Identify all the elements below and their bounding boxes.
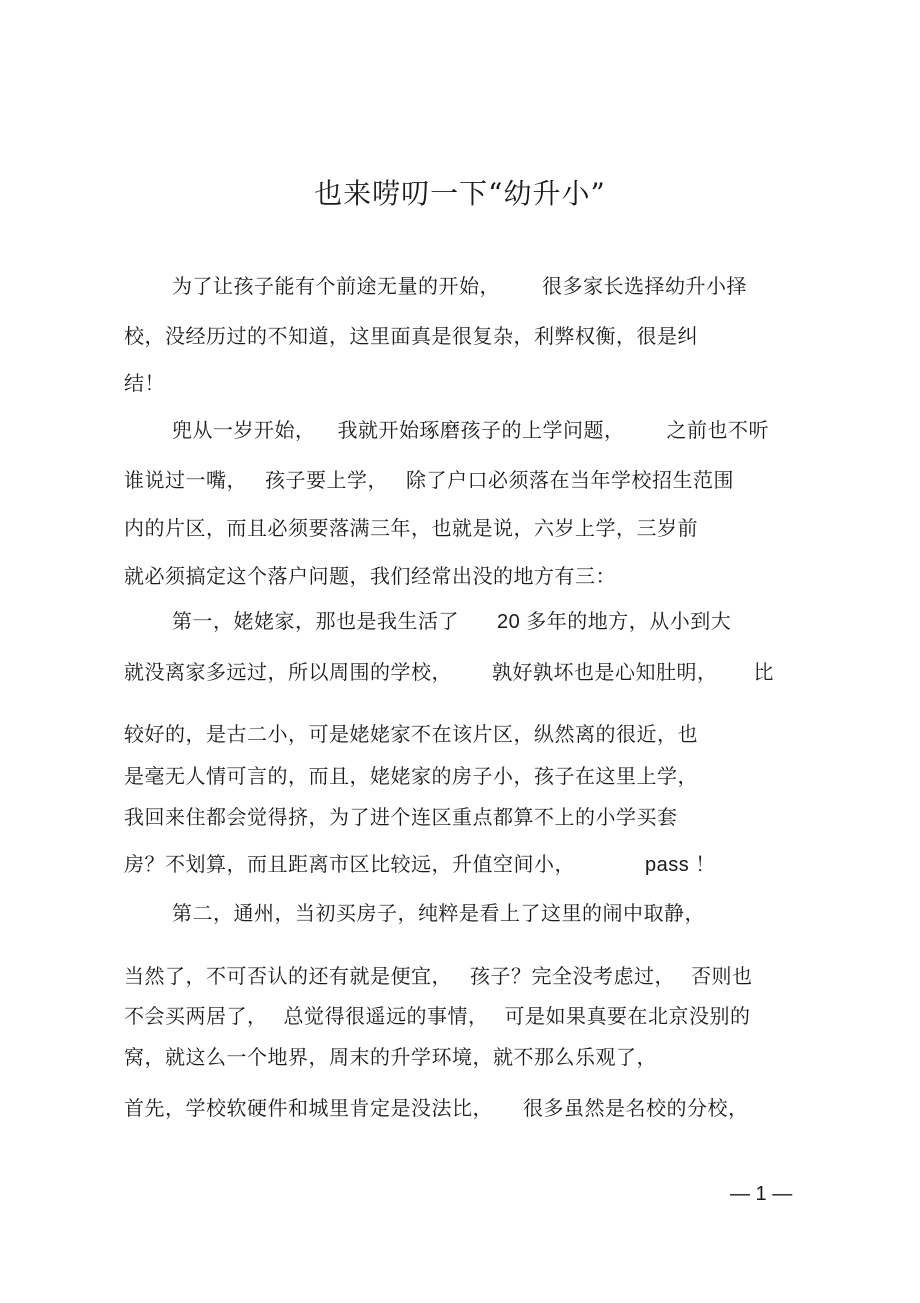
text-segment: 孩子？完全没考虑过，	[470, 964, 675, 988]
text-segment: 很多家长选择幼升小择	[542, 274, 747, 298]
text-segment: 房？不划算，而且距离市区比较远，升值空间小，	[124, 852, 575, 876]
text-segment: 谁说过一嘴，	[124, 468, 247, 492]
text-segment: 就没离家多远过，所以周围的学校，	[124, 660, 452, 684]
text-segment: 孩子要上学，	[265, 468, 388, 492]
text-segment: 是毫无人情可言的，而且，姥姥家的房子小，孩子在这里上学，	[124, 764, 698, 788]
paragraph-line	[124, 1002, 751, 1030]
text-segment: 我回来住都会觉得挤，为了进个连区重点都算不上的小学买套	[124, 805, 678, 829]
paragraph-line	[124, 720, 698, 748]
text-segment: 较好的，是古二小，可是姥姥家不在该片区，纵然离的很近，也	[124, 722, 698, 746]
text-segment: 内的片区，而且必须要落满三年，也就是说，六岁上学，三岁前	[124, 516, 698, 540]
paragraph-line	[124, 466, 734, 494]
text-segment: 之前也不听	[666, 418, 769, 442]
paragraph-line	[124, 514, 698, 542]
text-segment: pass ！	[645, 854, 716, 876]
text-segment: 孰好孰坏也是心知肚明，	[492, 660, 718, 684]
text-segment: 当然了，不可否认的还有就是便宜，	[124, 964, 452, 988]
text-segment: 很多虽然是名校的分校，	[523, 1096, 749, 1120]
text-segment: 为了让孩子能有个前途无量的开始，	[172, 274, 500, 298]
paragraph-line	[124, 850, 716, 879]
text-segment: 兜从一岁开始，	[172, 418, 316, 442]
text-segment: 校，没经历过的不知道，这里面真是很复杂，利弊权衡，很是纠	[124, 324, 698, 348]
paragraph-line	[124, 658, 774, 686]
text-segment: 我就开始琢磨孩子的上学问题，	[337, 418, 625, 442]
paragraph-line	[124, 762, 698, 790]
paragraph-line	[172, 899, 705, 927]
text-segment: 结！	[124, 371, 165, 395]
paragraph-line	[124, 962, 753, 990]
text-segment: 除了户口必须落在当年学校招生范围	[406, 468, 734, 492]
text-segment: 20 多年的地方，从小到大	[497, 611, 732, 633]
text-segment: 比	[753, 660, 774, 684]
text-segment: 窝，就这么一个地界，周末的升学环境，就不那么乐观了，	[124, 1045, 657, 1069]
text-segment: 不会买两居了，	[124, 1004, 268, 1028]
paragraph-line	[124, 1094, 749, 1122]
paragraph-line	[172, 416, 769, 444]
text-segment: 第一，姥姥家，那也是我生活了	[172, 609, 459, 633]
text-segment: 总觉得很遥远的事情，	[283, 1004, 489, 1028]
text-segment: 就必须搞定这个落户问题，我们经常出没的地方有三：	[124, 564, 616, 588]
page-number: — 1 —	[730, 1183, 793, 1205]
document-title: 也来唠叨一下“幼升小”	[314, 177, 606, 210]
text-segment: 第二，通州，当初买房子，纯粹是看上了这里的闹中取静，	[172, 901, 705, 925]
text-segment: 首先，学校软硬件和城里肯定是没法比，	[124, 1096, 493, 1120]
paragraph-line	[124, 369, 165, 397]
paragraph-line	[172, 272, 747, 300]
paragraph-line	[124, 803, 678, 831]
text-segment: 否则也	[691, 964, 753, 988]
paragraph-line	[124, 1043, 657, 1071]
text-segment: 可是如果真要在北京没别的	[504, 1004, 751, 1028]
paragraph-line	[124, 322, 698, 350]
paragraph-line	[172, 607, 731, 636]
paragraph-line	[124, 562, 616, 590]
